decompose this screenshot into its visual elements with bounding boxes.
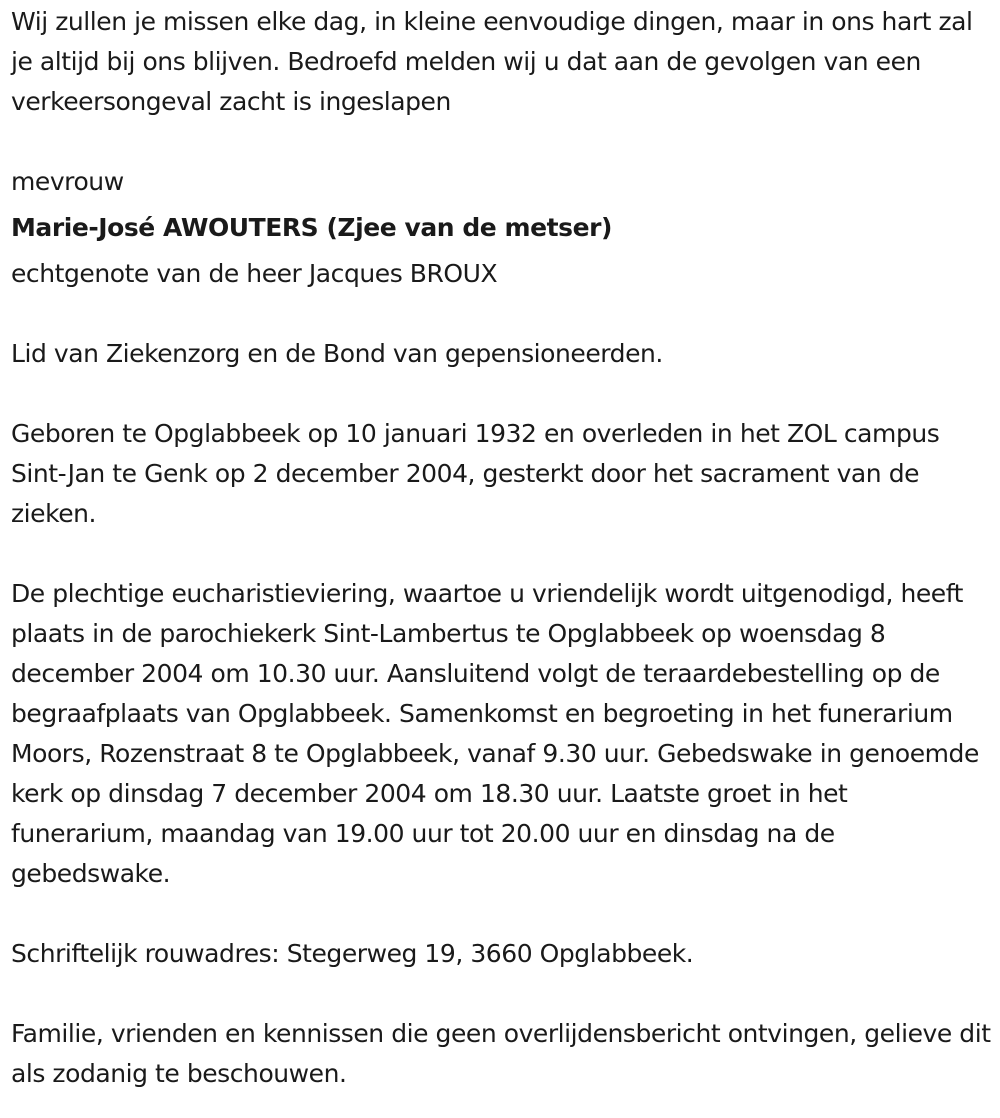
deceased-name: Marie-José AWOUTERS (Zjee van de metser) [11,213,612,242]
obituary-document [11,2,996,1094]
spacer [11,534,996,574]
spacer [11,974,996,1014]
spacer [11,894,996,934]
ceremony-paragraph: De plechtige eucharistieviering, waartoe u vriendelijk wordt uitgenodigd, heeft plaats in de parochiekerk Sint-Lambertus te Opglabbeek op woensdag 8 december 2004 om 10.30 uur. Aansluitend volgt de teraardebestelling op de begraafplaats van Opglabbeek. Samenkomst en begroeting in het funerarium Moors, Rozenstraat 8 te Opglabbeek, vanaf 9.30 uur. Gebedswake in genoemde kerk op dinsdag 7 december 2004 om 18.30 uur. Laatste groet in het funerarium, maandag van 19.00 uur tot 20.00 uur en dinsdag na de gebedswake. [11,579,979,888]
address-paragraph: Schriftelijk rouwadres: Stegerweg 19, 3660 Opglabbeek. [11,939,694,968]
spacer [11,122,996,162]
spacer [11,374,996,414]
spacer [11,294,996,334]
membership-paragraph: Lid van Ziekenzorg en de Bond van gepensioneerden. [11,339,663,368]
spouse-line: echtgenote van de heer Jacques BROUX [11,259,498,288]
closing-paragraph: Familie, vrienden en kennissen die geen overlijdensbericht ontvingen, gelieve dit als zodanig te beschouwen. [11,1019,991,1088]
birth-death-paragraph: Geboren te Opglabbeek op 10 januari 1932 en overleden in het ZOL campus Sint-Jan te Genk op 2 december 2004, gesterkt door het sacrament van de zieken. [11,419,940,528]
honorific: mevrouw [11,167,124,196]
intro-paragraph: Wij zullen je missen elke dag, in kleine eenvoudige dingen, maar in ons hart zal je altijd bij ons blijven. Bedroefd melden wij u dat aan de gevolgen van een verkeersongeval zacht is ingeslapen [11,7,973,116]
